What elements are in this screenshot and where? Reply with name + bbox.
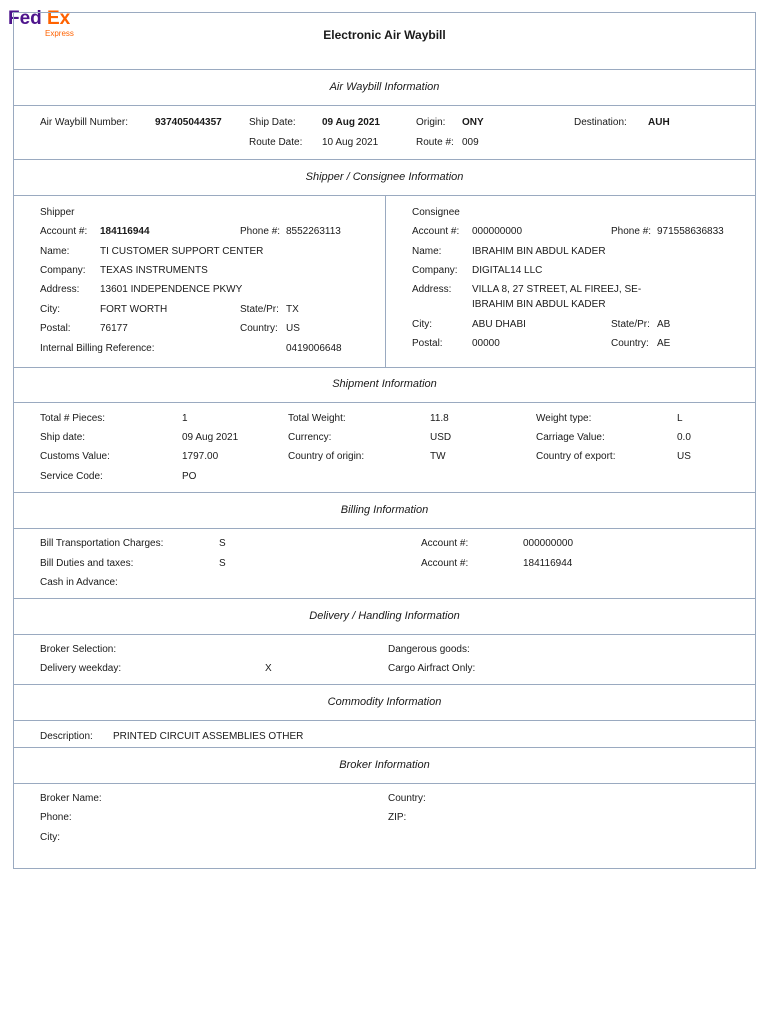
consignee-postal-label: Postal: bbox=[412, 338, 443, 349]
consignee-phone: 971558636833 bbox=[657, 226, 724, 237]
section-delivery: Delivery / Handling Information bbox=[309, 610, 460, 622]
dangerous-goods-label: Dangerous goods: bbox=[388, 644, 470, 655]
duties-label: Bill Duties and taxes: bbox=[40, 558, 134, 569]
shipper-address-label: Address: bbox=[40, 284, 80, 295]
delivery-weekday: X bbox=[265, 663, 272, 674]
route-label: Route #: bbox=[416, 137, 454, 148]
shipper-postal: 76177 bbox=[100, 323, 128, 334]
consignee-state-label: State/Pr: bbox=[611, 319, 650, 330]
currency-label: Currency: bbox=[288, 432, 332, 443]
section-shipper-consignee: Shipper / Consignee Information bbox=[305, 171, 464, 183]
divider bbox=[14, 747, 755, 748]
consignee-name-label: Name: bbox=[412, 246, 442, 257]
shipper-country: US bbox=[286, 323, 300, 334]
consignee-state: AB bbox=[657, 319, 671, 330]
service-code-label: Service Code: bbox=[40, 471, 103, 482]
consignee-company-label: Company: bbox=[412, 265, 458, 276]
weight-label: Total Weight: bbox=[288, 413, 346, 424]
shipper-company-label: Company: bbox=[40, 265, 86, 276]
shipper-name: TI CUSTOMER SUPPORT CENTER bbox=[100, 246, 264, 257]
weight-type: L bbox=[677, 413, 683, 424]
broker-name-label: Broker Name: bbox=[40, 793, 102, 804]
currency: USD bbox=[430, 432, 452, 443]
shipper-phone-label: Phone #: bbox=[240, 226, 281, 237]
divider bbox=[14, 159, 755, 160]
carriage-label: Carriage Value: bbox=[536, 432, 605, 443]
shipper-state: TX bbox=[286, 304, 299, 315]
consignee-city: ABU DHABI bbox=[472, 319, 526, 330]
origin-country-label: Country of origin: bbox=[288, 451, 365, 462]
awb-number: 937405044357 bbox=[155, 117, 222, 128]
consignee-country: AE bbox=[657, 338, 671, 349]
shipment-date-label: Ship date: bbox=[40, 432, 86, 443]
weight: 11.8 bbox=[430, 413, 449, 424]
shipper-country-label: Country: bbox=[240, 323, 278, 334]
shipper-account-label: Account #: bbox=[40, 226, 88, 237]
origin-country: TW bbox=[430, 451, 446, 462]
shipper-address: 13601 INDEPENDENCE PKWY bbox=[100, 284, 243, 295]
consignee-phone-label: Phone #: bbox=[611, 226, 652, 237]
consignee-name: IBRAHIM BIN ABDUL KADER bbox=[472, 246, 606, 257]
logo-express: Express bbox=[45, 29, 74, 38]
shipper-name-label: Name: bbox=[40, 246, 70, 257]
consignee-address-line1: VILLA 8, 27 STREET, AL FIREEJ, SE- bbox=[472, 284, 642, 295]
route-date-label: Route Date: bbox=[249, 137, 303, 148]
pieces-label: Total # Pieces: bbox=[40, 413, 106, 424]
transport-charges: S bbox=[219, 538, 226, 549]
billing-reference-label: Internal Billing Reference: bbox=[40, 343, 155, 354]
shipper-state-label: State/Pr: bbox=[240, 304, 279, 315]
consignee-address-label: Address: bbox=[412, 284, 452, 295]
cargo-aircraft-label: Cargo Airfract Only: bbox=[388, 663, 476, 674]
divider bbox=[14, 783, 755, 784]
shipper-company: TEXAS INSTRUMENTS bbox=[100, 265, 208, 276]
consignee-address-line2: IBRAHIM BIN ABDUL KADER bbox=[472, 299, 606, 310]
route-date: 10 Aug 2021 bbox=[322, 137, 379, 148]
export-country-label: Country of export: bbox=[536, 451, 616, 462]
shipment-date: 09 Aug 2021 bbox=[182, 432, 239, 443]
delivery-weekday-label: Delivery weekday: bbox=[40, 663, 122, 674]
description-label: Description: bbox=[40, 731, 93, 742]
billing-reference: 0419006648 bbox=[286, 343, 342, 354]
shipper-city-label: City: bbox=[40, 304, 60, 315]
page-title: Electronic Air Waybill bbox=[323, 28, 446, 42]
shipper-city: FORT WORTH bbox=[100, 304, 168, 315]
transport-account-label: Account #: bbox=[421, 538, 469, 549]
transport-account: 000000000 bbox=[523, 538, 574, 549]
customs-value: 1797.00 bbox=[182, 451, 219, 462]
ship-date: 09 Aug 2021 bbox=[322, 117, 380, 128]
waybill-frame bbox=[13, 12, 756, 869]
origin-label: Origin: bbox=[416, 117, 446, 128]
divider bbox=[14, 634, 755, 635]
divider bbox=[14, 684, 755, 685]
divider bbox=[14, 69, 755, 70]
duties-account-label: Account #: bbox=[421, 558, 469, 569]
section-air-waybill: Air Waybill Information bbox=[329, 81, 440, 93]
logo-ex: Ex bbox=[47, 8, 71, 29]
shipper-phone: 8552263113 bbox=[286, 226, 341, 237]
broker-phone-label: Phone: bbox=[40, 812, 72, 823]
carriage-value: 0.0 bbox=[677, 432, 691, 443]
divider bbox=[14, 105, 755, 106]
section-commodity: Commodity Information bbox=[327, 696, 442, 708]
consignee-postal: 00000 bbox=[472, 338, 500, 349]
export-country: US bbox=[677, 451, 691, 462]
service-code: PO bbox=[182, 471, 197, 482]
divider bbox=[14, 492, 755, 493]
consignee-company: DIGITAL14 LLC bbox=[472, 265, 543, 276]
weight-type-label: Weight type: bbox=[536, 413, 592, 424]
duties-account: 184116944 bbox=[523, 558, 573, 569]
divider bbox=[14, 367, 755, 368]
shipper-account: 184116944 bbox=[100, 226, 150, 237]
shipper-heading: Shipper bbox=[40, 207, 75, 218]
cash-advance-label: Cash in Advance: bbox=[40, 577, 118, 588]
shipper-postal-label: Postal: bbox=[40, 323, 71, 334]
broker-country-label: Country: bbox=[388, 793, 426, 804]
divider bbox=[14, 720, 755, 721]
section-shipment: Shipment Information bbox=[332, 378, 437, 390]
broker-city-label: City: bbox=[40, 832, 60, 843]
ship-date-label: Ship Date: bbox=[249, 117, 296, 128]
section-billing: Billing Information bbox=[340, 504, 429, 516]
consignee-city-label: City: bbox=[412, 319, 432, 330]
origin: ONY bbox=[462, 117, 484, 128]
awb-number-label: Air Waybill Number: bbox=[40, 117, 128, 128]
consignee-country-label: Country: bbox=[611, 338, 649, 349]
section-broker: Broker Information bbox=[339, 759, 430, 771]
broker-selection-label: Broker Selection: bbox=[40, 644, 117, 655]
destination: AUH bbox=[648, 117, 670, 128]
consignee-heading: Consignee bbox=[412, 207, 460, 218]
logo-fed: Fed bbox=[8, 8, 42, 29]
duties: S bbox=[219, 558, 226, 569]
divider bbox=[14, 402, 755, 403]
divider bbox=[14, 598, 755, 599]
broker-zip-label: ZIP: bbox=[388, 812, 407, 823]
transport-charges-label: Bill Transportation Charges: bbox=[40, 538, 164, 549]
route: 009 bbox=[462, 137, 479, 148]
consignee-account: 000000000 bbox=[472, 226, 523, 237]
consignee-account-label: Account #: bbox=[412, 226, 460, 237]
divider bbox=[14, 528, 755, 529]
column-divider bbox=[385, 195, 386, 367]
destination-label: Destination: bbox=[574, 117, 627, 128]
description: PRINTED CIRCUIT ASSEMBLIES OTHER bbox=[113, 731, 304, 742]
customs-label: Customs Value: bbox=[40, 451, 110, 462]
pieces: 1 bbox=[182, 413, 188, 424]
